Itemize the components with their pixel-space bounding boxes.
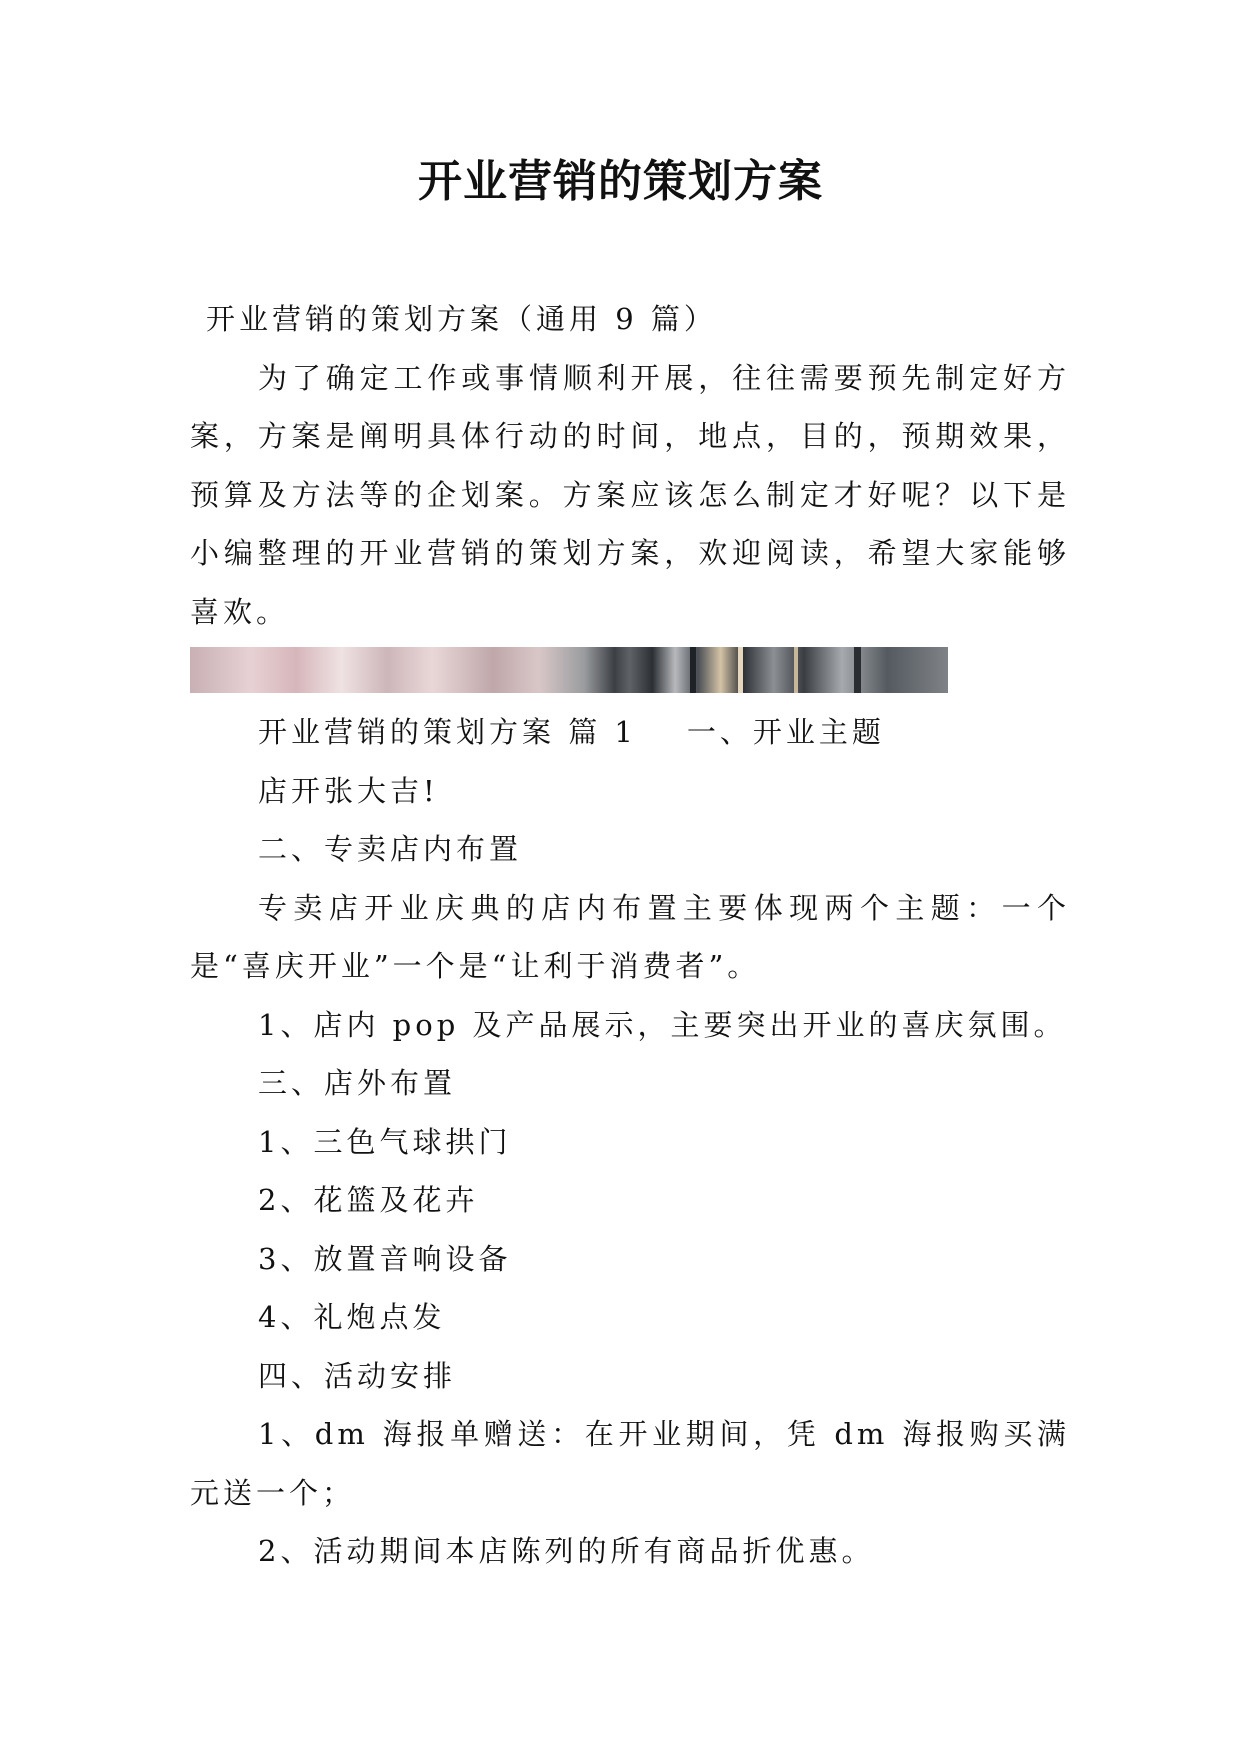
image-detail (794, 647, 798, 693)
image-detail (738, 647, 743, 693)
body-line: 1、三色气球拱门 (258, 1124, 512, 1159)
section-header (190, 703, 1070, 762)
document-body (190, 290, 1070, 1581)
body-line: 二、专卖店内布置 (258, 832, 523, 866)
body-line: 4、礼炮点发 (258, 1300, 446, 1334)
section-header-right: 一、开业主题 (686, 715, 885, 749)
section-header-left: 开业营销的策划方案 篇 1 (258, 715, 637, 749)
body-line: 1、店内 pop 及产品展示，主要突出开业的喜庆氛围。 (258, 1007, 1067, 1042)
body-line: 2、花篮及花卉 (258, 1183, 479, 1217)
body-line: 四、活动安排 (258, 1358, 457, 1393)
intro-paragraph: 为了确定工作或事情顺利开展，往往需要预先制定好方案，方案是阐明具体行动的时间，地点，目的，预期效果，预算及方法等的企划案。方案应该怎么制定才好呢？以下是小编整理的开业营销的策划方案，欢迎阅读，希望大家能够喜欢。 (190, 360, 1070, 629)
dm-paragraph: 1、dm 海报单赠送：在开业期间，凭 dm 海报购买满元送一个； (190, 1417, 1070, 1510)
banner-image (190, 647, 948, 693)
image-detail (690, 647, 696, 693)
document-subtitle: 开业营销的策划方案（通用 9 篇） (206, 302, 717, 336)
layout-paragraph: 专卖店开业庆典的店内布置主要体现两个主题：一个是“喜庆开业”一个是“让利于消费者”。 (190, 890, 1070, 983)
document-title: 开业营销的策划方案 (418, 156, 823, 207)
body-line: 三、店外布置 (258, 1066, 457, 1100)
body-line: 2、活动期间本店陈列的所有商品折优惠。 (258, 1534, 875, 1568)
body-line: 店开张大吉! (258, 773, 439, 808)
image-detail (854, 647, 861, 693)
body-line: 3、放置音响设备 (258, 1241, 512, 1276)
